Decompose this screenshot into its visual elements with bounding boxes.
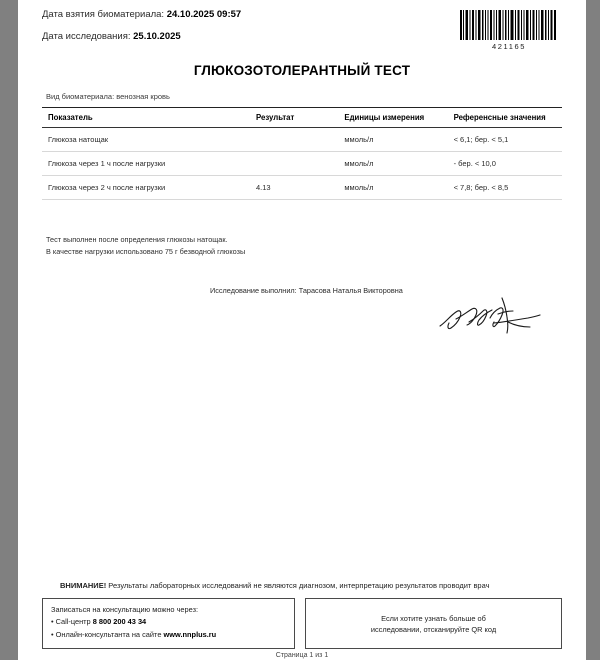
performer-name: Исследование выполнил: Тарасова Наталья Викторовна (210, 286, 403, 296)
row-reference: < 7,8; бер. < 8,5 (448, 176, 562, 200)
row-result-value: 4.13 (250, 176, 338, 200)
document-header (42, 0, 562, 53)
qr-info-box (305, 598, 562, 649)
row-indicator-name: Глюкоза через 1 ч после нагрузки (42, 152, 250, 176)
study-date-row (42, 31, 241, 42)
performer-block (42, 286, 562, 346)
row-units: ммоль/л (338, 176, 447, 200)
barcode-number: 421165 (491, 42, 527, 51)
qr-info-line-1: Если хотите узнать больше об (381, 613, 486, 623)
page-title: ГЛЮКОЗОТОЛЕРАНТНЫЙ ТЕСТ (193, 63, 411, 78)
row-indicator-name: Глюкоза через 2 ч после нагрузки (42, 176, 250, 200)
qr-info-text (371, 613, 496, 635)
call-center-item (51, 617, 286, 627)
notes-line-2: В качестве нагрузки использовано 75 г безводной глюкозы (46, 247, 246, 257)
call-center-label: • Call-центр (51, 617, 91, 627)
collection-date-value: 24.10.2025 09:57 (166, 9, 242, 20)
column-header-name: Показатель (42, 108, 250, 128)
row-result-value (250, 152, 338, 176)
qr-info-line-2: исследовании, отсканируйте QR код (370, 624, 497, 634)
collection-date-label: Дата взятия биоматериала: (42, 9, 165, 20)
notes-line-1: Тест выполнен после определения глюкозы натощак. (46, 235, 228, 244)
biomaterial-type: Вид биоматериала: венозная кровь (46, 92, 170, 101)
row-reference: < 6,1; бер. < 5,1 (448, 128, 562, 152)
collection-date-row (42, 9, 241, 20)
consultation-title: Записаться на консультацию можно через: (51, 605, 199, 615)
study-date-value: 25.10.2025 (133, 31, 181, 42)
study-date-label: Дата исследования: (42, 31, 131, 42)
attention-label: ВНИМАНИЕ! (60, 581, 107, 591)
column-header-result: Результат (250, 108, 338, 128)
column-header-reference: Референсные значения (448, 108, 562, 128)
test-notes (46, 234, 562, 258)
signature-icon (434, 292, 544, 338)
consultation-box (42, 598, 295, 649)
row-indicator-name: Глюкоза натощак (42, 128, 250, 152)
table-row (42, 176, 562, 200)
results-table (42, 107, 562, 200)
table-header-row (42, 108, 562, 128)
document-page (18, 0, 586, 660)
column-header-units: Единицы измерения (338, 108, 447, 128)
page-number: Страница 1 из 1 (275, 652, 329, 659)
attention-notice (60, 581, 562, 590)
row-reference: - бер. < 10,0 (448, 152, 562, 176)
row-units: ммоль/л (338, 152, 447, 176)
barcode-icon (460, 10, 558, 40)
document-footer (42, 581, 562, 660)
online-consultant-item (51, 630, 286, 640)
barcode-block (460, 7, 562, 51)
footer-boxes (42, 598, 562, 649)
website-link[interactable]: www.nnplus.ru (163, 629, 217, 639)
table-row (42, 152, 562, 176)
dates-block (42, 7, 241, 53)
row-units: ммоль/л (338, 128, 447, 152)
row-result-value (250, 128, 338, 152)
table-row (42, 128, 562, 152)
online-consultant-label: • Онлайн-консультанта на сайте (51, 629, 162, 639)
attention-text: Результаты лабораторных исследований не являются диагнозом, интерпретацию результатов проводит врач (108, 581, 490, 591)
call-center-phone[interactable]: 8 800 200 43 34 (92, 617, 147, 627)
